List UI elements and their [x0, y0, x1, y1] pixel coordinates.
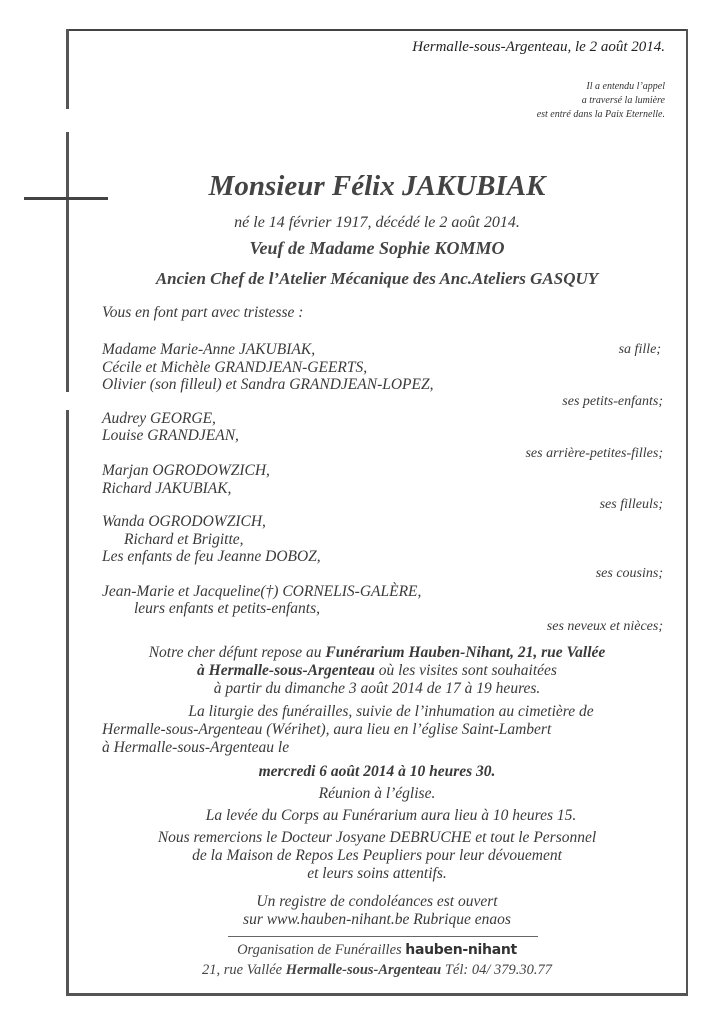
liturgy-line: Hermalle-sous-Argenteau (Wérihet), aura lieu en l’église Saint-Lambert: [102, 721, 552, 738]
funeral-home-name: Funérarium Hauben-Nihant, 21, rue Vallée: [325, 644, 606, 661]
levee-line: La levée du Corps au Funérarium aura lieu à 10 heures 15.: [205, 807, 577, 824]
family-member: Madame Marie-Anne JAKUBIAK,: [102, 341, 316, 358]
family-member: Audrey GEORGE,: [102, 410, 216, 427]
relation-label: ses neveux et nièces;: [546, 619, 663, 634]
relation-label: sa fille;: [618, 342, 661, 357]
frame-top-border: [66, 29, 688, 31]
relation-label: ses filleuls;: [599, 497, 663, 512]
relation-label: ses arrière-petites-filles;: [525, 446, 663, 461]
deceased-name: Monsieur Félix JAKUBIAK: [208, 170, 546, 202]
rest-text: Notre cher défunt repose au: [148, 644, 326, 661]
brand-logo: hauben-nihant: [405, 942, 517, 958]
rest-text: où les visites sont souhaitées: [374, 662, 557, 679]
register-website[interactable]: sur www.hauben-nihant.be Rubrique enaos: [243, 911, 511, 928]
family-member: Richard JAKUBIAK,: [102, 480, 232, 497]
rest-line: [66, 663, 688, 679]
address-phone: Tél: 04/ 379.30.77: [441, 962, 552, 978]
family-member: Jean-Marie et Jacqueline(†) CORNELIS-GALÈRE,: [102, 583, 422, 600]
address-text: 21, rue Vallée: [201, 962, 286, 978]
liturgy-line: La liturgie des funérailles, suivie de l’inhumation au cimetière de: [188, 703, 594, 720]
relation-label: ses petits-enfants;: [562, 394, 663, 409]
family-member: leurs enfants et petits-enfants,: [134, 600, 320, 617]
address-town: Hermalle-sous-Argenteau: [285, 962, 442, 978]
intro-text: Vous en font part avec tristesse :: [102, 304, 304, 321]
family-member: Les enfants de feu Jeanne DOBOZ,: [102, 548, 321, 565]
frame-bottom-border: [66, 993, 688, 996]
relation-label: ses cousins;: [595, 566, 663, 581]
rest-line: [66, 645, 688, 661]
family-member: Richard et Brigitte,: [124, 531, 244, 548]
meeting-place: Réunion à l’église.: [318, 785, 436, 802]
visit-hours: à partir du dimanche 3 août 2014 de 17 à 19 heures.: [213, 680, 541, 697]
deceased-dates: né le 14 février 1917, décédé le 2 août 2014.: [234, 214, 520, 231]
cross-vertical: [66, 132, 69, 392]
quote-line: a traversé la lumière: [581, 95, 665, 106]
thanks-line: et leurs soins attentifs.: [307, 865, 447, 882]
organisation-text: Organisation de Funérailles: [237, 942, 406, 958]
family-member: Olivier (son filleul) et Sandra GRANDJEAN-LOPEZ,: [102, 376, 434, 393]
frame-left-border: [66, 29, 69, 109]
family-member: Louise GRANDJEAN,: [102, 427, 239, 444]
quote-line: Il a entendu l’appel: [586, 81, 665, 92]
funeral-home-town: à Hermalle-sous-Argenteau: [197, 662, 375, 679]
address-line: [66, 963, 688, 978]
organisation-line: [66, 943, 688, 958]
place-date: Hermalle-sous-Argenteau, le 2 août 2014.: [412, 39, 665, 55]
widow-line: Veuf de Madame Sophie KOMMO: [249, 238, 505, 258]
footer-separator: [228, 936, 538, 937]
quote-line: est entré dans la Paix Eternelle.: [536, 109, 665, 120]
liturgy-line: à Hermalle-sous-Argenteau le: [102, 739, 290, 756]
family-member: Cécile et Michèle GRANDJEAN-GEERTS,: [102, 359, 368, 376]
family-member: Marjan OGRODOWZICH,: [102, 462, 270, 479]
thanks-line: Nous remercions le Docteur Josyane DEBRUCHE et tout le Personnel: [157, 829, 597, 846]
role-line: Ancien Chef de l’Atelier Mécanique des Anc.Ateliers GASQUY: [155, 269, 599, 288]
register-line: Un registre de condoléances est ouvert: [256, 893, 498, 910]
family-member: Wanda OGRODOWZICH,: [102, 513, 266, 530]
ceremony-date: mercredi 6 août 2014 à 10 heures 30.: [258, 763, 496, 780]
thanks-line: de la Maison de Repos Les Peupliers pour leur dévouement: [192, 847, 562, 864]
